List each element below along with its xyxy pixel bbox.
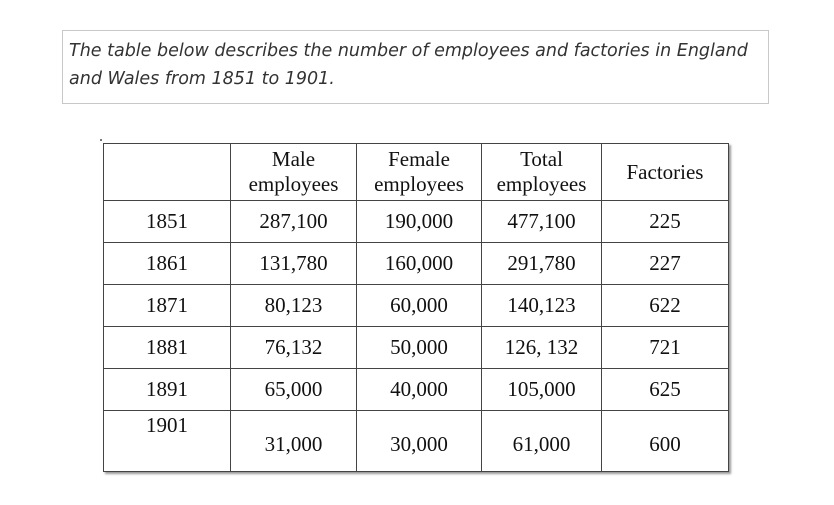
table-row <box>104 411 729 472</box>
cell-factories: 225 <box>602 201 729 243</box>
table-row <box>104 327 729 369</box>
table-row <box>104 285 729 327</box>
cell-female: 160,000 <box>357 243 482 285</box>
header-factories: Factories <box>602 144 729 201</box>
cell-total: 105,000 <box>482 369 602 411</box>
employees-factories-table <box>103 143 729 472</box>
cell-factories: 600 <box>602 411 729 472</box>
table-row <box>104 369 729 411</box>
cell-year: 1861 <box>104 243 231 285</box>
cell-total: 61,000 <box>482 411 602 472</box>
cell-male: 80,123 <box>231 285 357 327</box>
table-row <box>104 201 729 243</box>
header-male: Male employees <box>231 144 357 201</box>
cell-male: 76,132 <box>231 327 357 369</box>
cell-total: 126, 132 <box>482 327 602 369</box>
cell-female: 60,000 <box>357 285 482 327</box>
cell-female: 30,000 <box>357 411 482 472</box>
cell-factories: 625 <box>602 369 729 411</box>
cell-female: 190,000 <box>357 201 482 243</box>
cell-year: 1871 <box>104 285 231 327</box>
cell-total: 140,123 <box>482 285 602 327</box>
cell-female: 50,000 <box>357 327 482 369</box>
cell-year: 1891 <box>104 369 231 411</box>
header-row <box>104 144 729 201</box>
cell-total: 477,100 <box>482 201 602 243</box>
cell-factories: 622 <box>602 285 729 327</box>
cell-year: 1881 <box>104 327 231 369</box>
stray-mark <box>100 139 102 141</box>
cell-year: 1851 <box>104 201 231 243</box>
cell-factories: 227 <box>602 243 729 285</box>
cell-male: 131,780 <box>231 243 357 285</box>
header-year <box>104 144 231 201</box>
task-prompt: The table below describes the number of employees and factories in England and Wales from 1851 to 1901. <box>62 30 769 104</box>
cell-factories: 721 <box>602 327 729 369</box>
cell-male: 65,000 <box>231 369 357 411</box>
cell-year: 1901 <box>104 411 231 472</box>
cell-male: 287,100 <box>231 201 357 243</box>
header-total: Total employees <box>482 144 602 201</box>
header-female: Female employees <box>357 144 482 201</box>
table-row <box>104 243 729 285</box>
cell-male: 31,000 <box>231 411 357 472</box>
cell-female: 40,000 <box>357 369 482 411</box>
cell-total: 291,780 <box>482 243 602 285</box>
